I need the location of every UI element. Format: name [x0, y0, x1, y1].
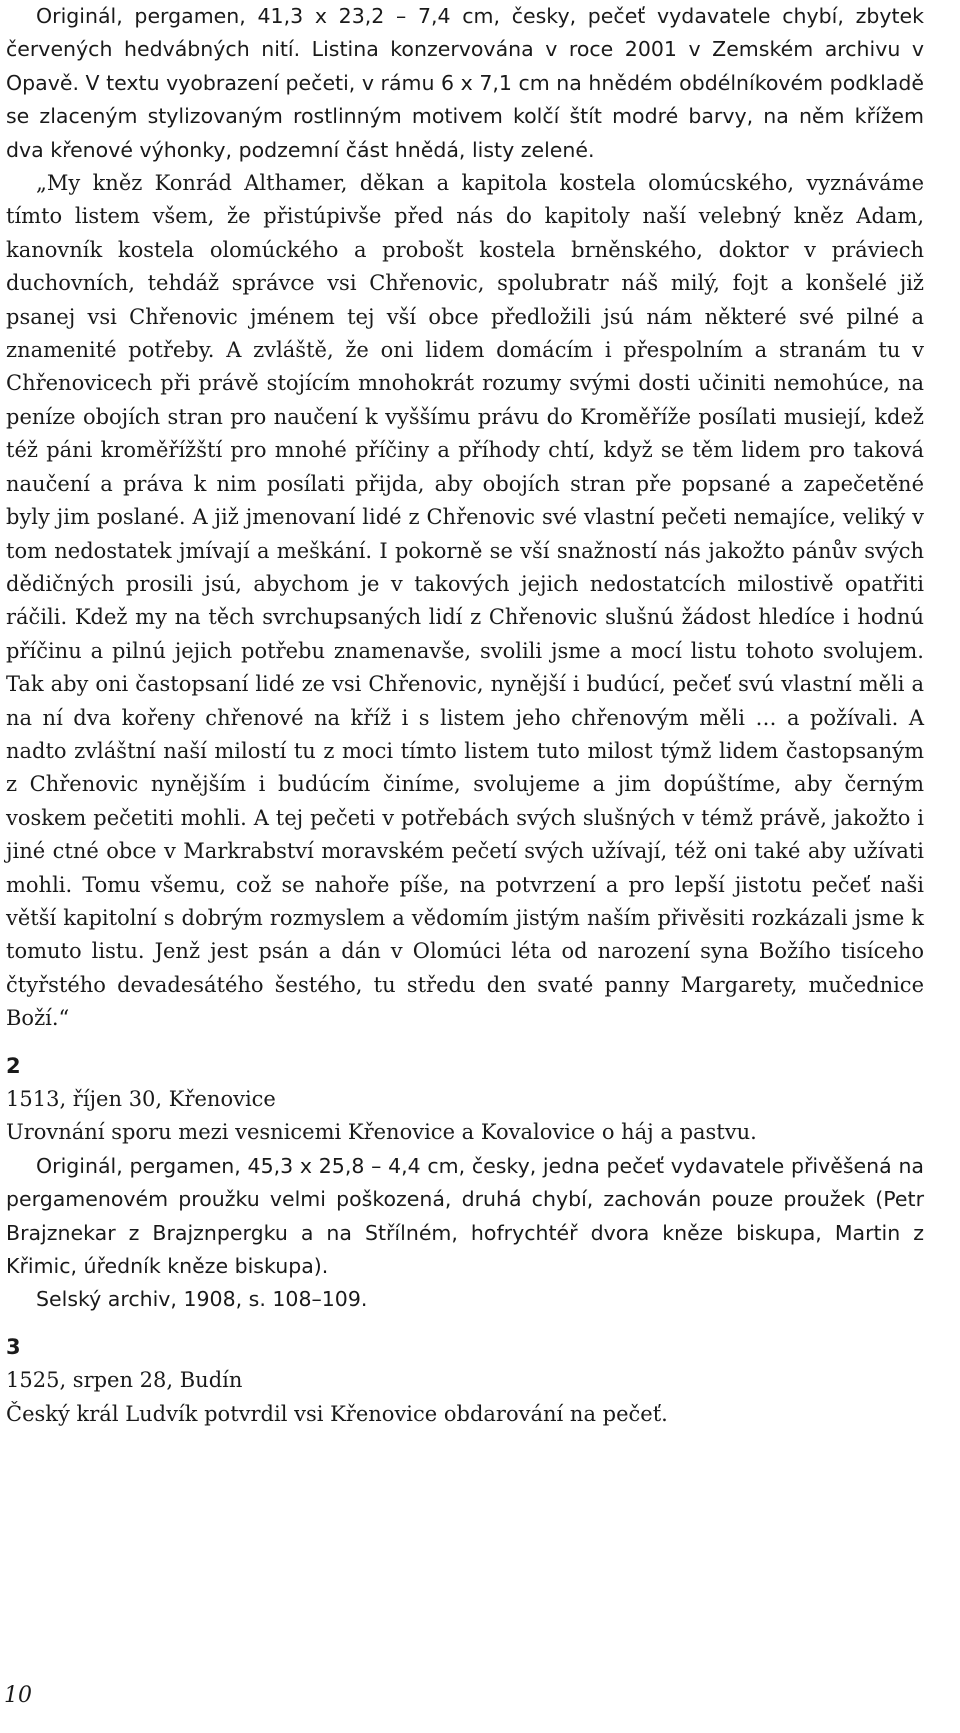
entry-2-number: 2 [6, 1053, 21, 1078]
entry-3-date: 1525, srpen 28, Budín [6, 1368, 243, 1393]
section-gap [6, 1036, 924, 1050]
document-text-block [6, 0, 924, 1431]
section-gap [6, 1317, 924, 1331]
intro-description: Originál, pergamen, 41,3 x 23,2 – 7,4 cm, česky, pečeť vydavatele chybí, zbytek červených hedvábných nití. Listina konzervována v roce 2001 v Zemském archivu v Opavě. V textu vyobrazení pečeti, v rámu 6 x 7,1 cm na hnědém obdélníkovém podkladě se zlaceným stylizovaným rostlinným motivem kolčí štít modré barvy, na něm křížem dva křenové výhonky, podzemní část hnědá, listy zelené. [6, 4, 924, 162]
entry-2-literature: Selský archiv, 1908, s. 108–109. [36, 1287, 368, 1312]
page-number: 10 [4, 1683, 32, 1708]
entry-3-number: 3 [6, 1334, 21, 1359]
charter-text: „My kněz Konrád Althamer, děkan a kapitola kostela olomúcského, vyznáváme tímto listem všem, že přistúpivše před nás do kapitoly naší velebný kněz Adam, kanovník kostela olomúckého a probošt kostela brněnského, doktor v práviech duchovních, tehdáž správce vsi Chřenovic, spolubratr náš milý, fojt a konšelé již psanej vsi Chřenovic jménem tej vší obce předložili jsú nám některé své pilné a znamenité potřeby. A zvláště, že oni lidem domácím i přespolním a stranám tu v Chřenovicech při právě stojícím mnohokrát rozumy svými dosti učiniti nemohúce, na peníze obojích stran pro naučení k vyššímu právu do Kroměříže posílati musiejí, kdež též páni kroměřížští pro mnohé příčiny a příhody chtí, když se těm lidem pro taková naučení a práva k nim posílati přijda, aby obojích stran pře popsané a zapečetěné byly jim poslané. A již jmenovaní lidé z Chřenovic své vlastní pečeti nemajíce, veliký v tom nedostatek jmívají a meškání. I pokorně se vší snažností nás jakožto pánův svých dědičných prosili jsú, abychom je v takových jejich nedostatcích milostivě opatřiti ráčili. Kdež my na těch svrchupsaných lidí z Chřenovic slušnú žádost hledíce i hodnú příčinu a pilnú jejich potřebu znamenavše, svolili jsme a mocí listu tohoto svolujem. Tak aby oni častopsaní lidé ze vsi Chřenovic, nynější i budúcí, pečeť svú vlastní měli a na ní dva kořeny chřenové na kříž i s listem jeho chřenovým měli … a požívali. A nadto zvláštní naší milostí tu z moci tímto listem tuto milost týmž lidem častopsaným z Chřenovic nynějším i budúcím činíme, svolujeme a jim dopúštíme, aby černým voskem pečetiti mohli. A tej pečeti v potřebách svých slušných v témž právě, jakožto i jiné ctné obce v Markrabství moravském pečetí svých užívají, též oni také aby užívati mohli. Tomu všemu, což se nahoře píše, na potvrzení a pro lepší jistotu pečeť naši větší kapitolní s dobrým rozmyslem a vědomím jistým naším přivěsiti rozkázali jsme k tomuto listu. Jenž jest psán a dán v Olomúci léta od narození syna Božího tisíceho čtyřstého devadesátého šestého, tu středu den svaté panny Margarety, mučednice Boží.“ [6, 171, 924, 1031]
entry-2-description: Originál, pergamen, 45,3 x 25,8 – 4,4 cm, česky, jedna pečeť vydavatele přivěšená na pergamenovém proužku velmi poškozená, druhá chybí, zachován pouze proužek (Petr Brajznekar z Brajznpergku a na Střílném, hofrychtéř dvora kněze biskupa, Martin z Křimic, úředník kněze biskupa). [6, 1153, 924, 1279]
entry-2-date: 1513, říjen 30, Křenovice [6, 1087, 276, 1111]
entry-2-summary: Urovnání sporu mezi vesnicemi Křenovice a Kovalovice o háj a pastvu. [6, 1120, 757, 1145]
entry-3-summary: Český král Ludvík potvrdil vsi Křenovice obdarování na pečeť. [6, 1401, 668, 1426]
